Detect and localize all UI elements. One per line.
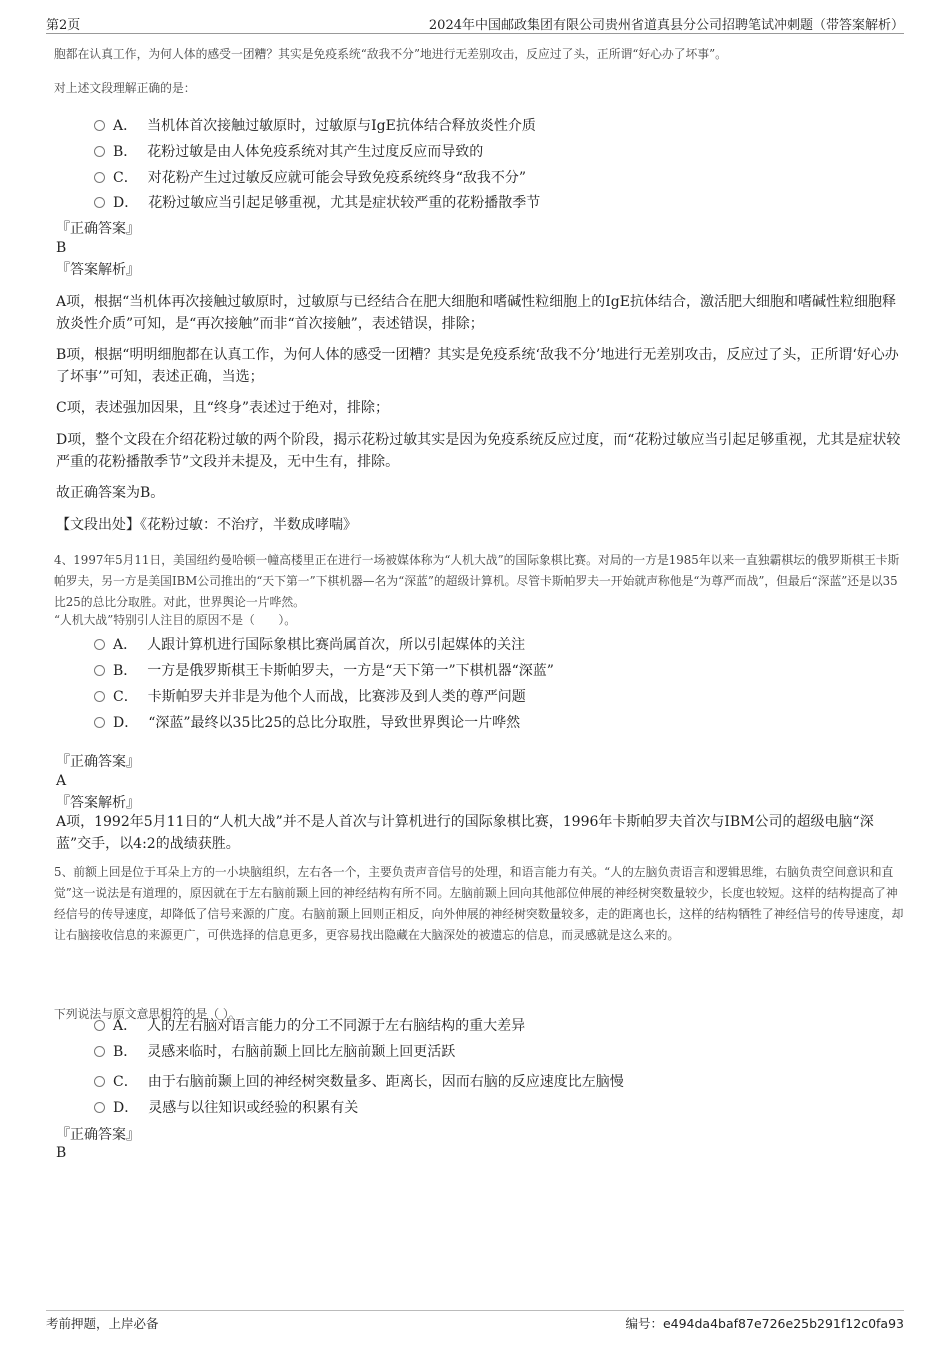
q3-conclusion: 故正确答案为B。 xyxy=(56,485,165,501)
q5-option-d[interactable]: D． 灵感与以往知识或经验的积累有关 xyxy=(94,1097,358,1117)
q5-answer: B xyxy=(56,1145,67,1161)
q5-option-c[interactable]: C． 由于右脑前颞上回的神经树突数量多、距离长，因而右脑的反应速度比左脑慢 xyxy=(94,1071,624,1091)
q4-answer: A xyxy=(56,773,67,789)
radio-icon[interactable] xyxy=(94,1102,105,1113)
radio-icon[interactable] xyxy=(94,120,105,131)
q3-option-b[interactable]: B． 花粉过敏是由人体免疫系统对其产生过度反应而导致的 xyxy=(94,141,483,161)
q4-option-a[interactable]: A． 人跟计算机进行国际象棋比赛尚属首次，所以引起媒体的关注 xyxy=(94,634,525,654)
q3-analysis-b: B项，根据“明明细胞都在认真工作，为何人体的感受一团糟？其实是免疫系统‘敌我不分’地进行无差别攻击，反应过了头，正所谓‘好心办了坏事’”可知，表述正确，当选； xyxy=(56,347,899,385)
page-header xyxy=(46,14,904,34)
radio-icon[interactable] xyxy=(94,639,105,650)
q3-prompt: 对上述文段理解正确的是： xyxy=(54,81,196,95)
radio-icon[interactable] xyxy=(94,1076,105,1087)
q4-analysis: A项，1992年5月11日的“人机大战”并不是人首次与计算机进行的国际象棋比赛，1996年卡斯帕罗夫首次与IBM公司的超级电脑“深蓝”交手，以4:2的战绩获胜。 xyxy=(56,814,874,852)
q3-option-c[interactable]: C． 对花粉产生过过敏反应就可能会导致免疫系统终身“敌我不分” xyxy=(94,167,526,187)
radio-icon[interactable] xyxy=(94,1020,105,1031)
q5-option-b[interactable]: B． 灵感来临时，右脑前颞上回比左脑前颞上回更活跃 xyxy=(94,1041,455,1061)
q5-stem: 5、前额上回是位于耳朵上方的一小块脑组织，左右各一个，主要负责声音信号的处理，和语言能力有关。“人的左脑负责语言和逻辑思维，右脑负责空间意识和直觉”这一说法是有道理的，原因就在于左右脑前颞上回的神经结构有所不同。左脑前颞上回向其他部位伸展的神经树突数量较少，长度也较短。这样的结构提高了神经信号的传导速度，却降低了信号来源的广度。右脑前颞上回则正相反，向外伸展的神经树突数量较多，走的距离也长，这样的结构牺牲了神经信号的传导速度，却让右脑接收信息的来源更广，可供选择的信息更多，更容易找出隐藏在大脑深处的被遗忘的信息，而灵感就是这么来的。 xyxy=(54,865,904,942)
q3-option-d[interactable]: D． 花粉过敏应当引起足够重视，尤其是症状较严重的花粉播散季节 xyxy=(94,192,540,212)
q3-option-a[interactable]: A． 当机体首次接触过敏原时，过敏原与IgE抗体结合释放炎性介质 xyxy=(94,115,536,135)
q4-option-d[interactable]: D． “深蓝”最终以35比25的总比分取胜，导致世界舆论一片哗然 xyxy=(94,712,520,732)
q4-answer-label: 『正确答案』 xyxy=(56,754,140,770)
page-number: 第2页 xyxy=(46,18,81,33)
q5-option-a[interactable]: A． 人的左右脑对语言能力的分工不同源于左右脑结构的重大差异 xyxy=(94,1015,525,1035)
document-title: 2024年中国邮政集团有限公司贵州省道真县分公司招聘笔试冲刺题（带答案解析） xyxy=(428,18,904,33)
q3-analysis-c: C项，表述强加因果，且“终身”表述过于绝对，排除； xyxy=(56,400,390,416)
radio-icon[interactable] xyxy=(94,665,105,676)
q5-question: 下列说法与原文意思相符的是（ ）。 xyxy=(54,1007,241,1021)
radio-icon[interactable] xyxy=(94,172,105,183)
q3-analysis-label: 『答案解析』 xyxy=(56,262,140,278)
radio-icon[interactable] xyxy=(94,1046,105,1057)
q5-answer-label: 『正确答案』 xyxy=(56,1127,140,1143)
footer-slogan: 考前押题，上岸必备 xyxy=(46,1316,159,1331)
q4-analysis-label: 『答案解析』 xyxy=(56,795,140,811)
q3-answer-label: 『正确答案』 xyxy=(56,221,140,237)
q4-option-b[interactable]: B． 一方是俄罗斯棋王卡斯帕罗夫，一方是“天下第一”下棋机器“深蓝” xyxy=(94,660,554,680)
header-divider xyxy=(46,33,904,34)
q4-option-c[interactable]: C． 卡斯帕罗夫并非是为他个人而战，比赛涉及到人类的尊严问题 xyxy=(94,686,526,706)
q3-passage-continuation: 胞都在认真工作，为何人体的感受一团糟？其实是免疫系统“敌我不分”地进行无差别攻击，反应过了头，正所谓“好心办了坏事”。 xyxy=(54,47,727,61)
q4-question: “人机大战”特别引人注目的原因不是（ ）。 xyxy=(54,613,297,627)
radio-icon[interactable] xyxy=(94,146,105,157)
q4-stem: 4、1997年5月11日，美国纽约曼哈顿一幢高楼里正在进行一场被媒体称为“人机大战”的国际象棋比赛。对局的一方是1985年以来一直独霸棋坛的俄罗斯棋王卡斯帕罗夫，另一方是美国IBM公司推出的“天下第一”下棋机器—名为“深蓝”的超级计算机。尽管卡斯帕罗夫一开始就声称他是“为尊严而战”，但最后“深蓝”还是以35比25的总比分取胜。对此，世界舆论一片哗然。 xyxy=(54,553,900,609)
q3-analysis-d: D项，整个文段在介绍花粉过敏的两个阶段，揭示花粉过敏其实是因为免疫系统反应过度，而“花粉过敏应当引起足够重视，尤其是症状较严重的花粉播散季节”文段并未提及，无中生有，排除。 xyxy=(56,432,901,470)
radio-icon[interactable] xyxy=(94,197,105,208)
document-id: 编号：e494da4baf87e726e25b291f12c0fa93 xyxy=(625,1316,904,1331)
q3-analysis-a: A项，根据“当机体再次接触过敏原时，过敏原与已经结合在肥大细胞和嗜碱性粒细胞上的IgE抗体结合，激活肥大细胞和嗜碱性粒细胞释放炎性介质”可知，是“再次接触”而非“首次接触”，表述错误，排除； xyxy=(56,294,896,332)
q3-answer: B xyxy=(56,240,67,256)
radio-icon[interactable] xyxy=(94,717,105,728)
footer-divider xyxy=(46,1310,904,1311)
radio-icon[interactable] xyxy=(94,691,105,702)
q3-source: 【文段出处】《花粉过敏：不治疗，半数成哮喘》 xyxy=(56,517,357,533)
